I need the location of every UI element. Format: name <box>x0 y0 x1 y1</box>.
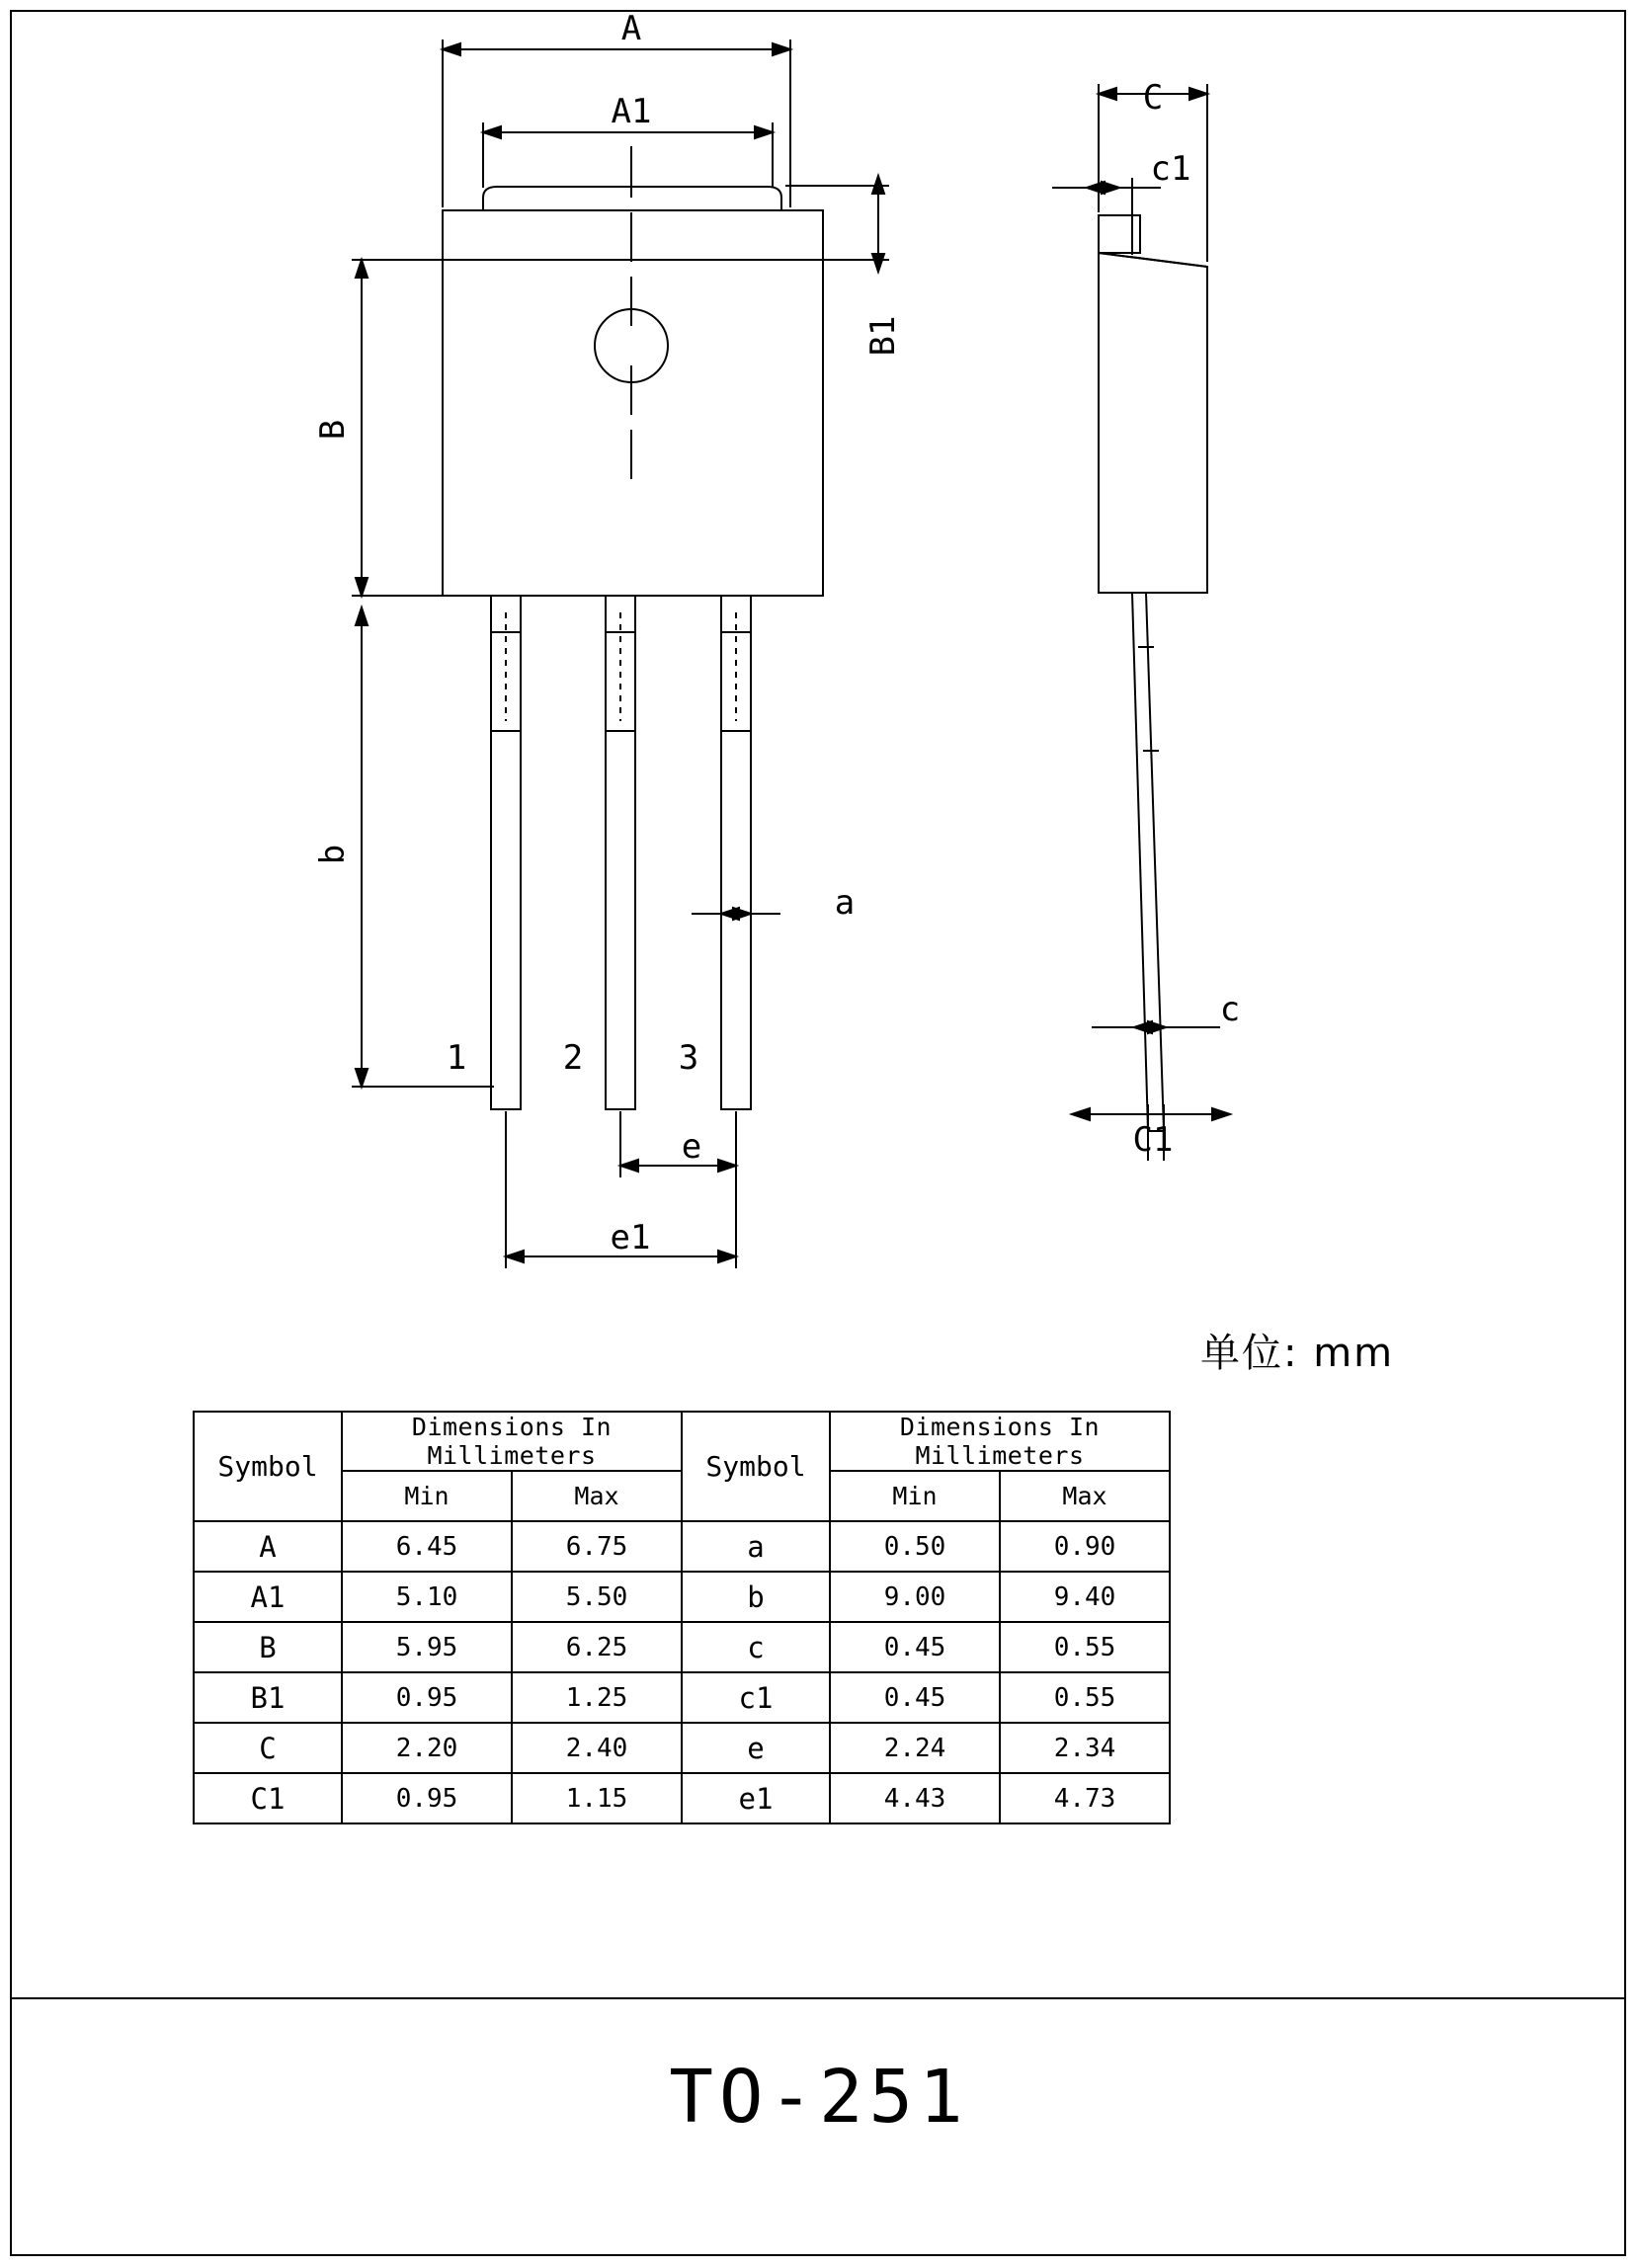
symbol-right: c <box>682 1622 830 1672</box>
dimension-table <box>193 1411 1171 1824</box>
title-block-divider <box>12 1997 1624 1999</box>
symbol-right: e1 <box>682 1773 830 1823</box>
header-max-right: Max <box>1000 1471 1170 1521</box>
tab-side <box>1099 215 1140 253</box>
lead-1-notch <box>491 632 521 731</box>
dim-e1-arrow-right <box>718 1251 736 1262</box>
header-span-right: Dimensions In Millimeters <box>830 1412 1170 1471</box>
min-left: 6.45 <box>342 1521 512 1572</box>
dim-e-arrow-left <box>620 1160 638 1172</box>
dim-b-arrow-top <box>356 608 368 625</box>
max-left: 6.25 <box>512 1622 682 1672</box>
min-left: 0.95 <box>342 1672 512 1723</box>
label-A1: A1 <box>611 92 652 131</box>
symbol-right: c1 <box>682 1672 830 1723</box>
unit-note: 单位: mm <box>1200 1331 1395 1376</box>
dim-c1-arrow-right <box>1102 182 1119 194</box>
dim-A-arrow-right <box>773 43 790 55</box>
table-row <box>194 1672 1170 1723</box>
flange-bar-front <box>443 210 823 260</box>
symbol-left: C <box>194 1723 342 1773</box>
lead-2-notch <box>606 632 635 731</box>
lead-3-notch <box>721 632 751 731</box>
symbol-left: A1 <box>194 1572 342 1622</box>
label-C1: C1 <box>1132 1120 1174 1160</box>
dim-B1-arrow-bottom <box>872 254 884 272</box>
table-row <box>194 1622 1170 1672</box>
label-a: a <box>834 883 856 923</box>
dim-a-arrow-right <box>733 908 751 920</box>
max-left: 6.75 <box>512 1521 682 1572</box>
max-left: 5.50 <box>512 1572 682 1622</box>
label-A: A <box>620 9 642 48</box>
dim-e-arrow-right <box>718 1160 736 1172</box>
label-B1: B1 <box>863 315 903 357</box>
table-row <box>194 1572 1170 1622</box>
max-right: 9.40 <box>1000 1572 1170 1622</box>
label-C: C <box>1142 78 1164 118</box>
label-e1: e1 <box>610 1218 651 1257</box>
dim-C1-arrow-left <box>1072 1108 1090 1120</box>
min-right: 0.45 <box>830 1672 1000 1723</box>
dim-B-arrow-bottom <box>356 578 368 596</box>
min-right: 2.24 <box>830 1723 1000 1773</box>
max-left: 2.40 <box>512 1723 682 1773</box>
dim-C-arrow-right <box>1189 88 1207 100</box>
table-row <box>194 1723 1170 1773</box>
header-symbol-left: Symbol <box>194 1412 342 1521</box>
min-left: 2.20 <box>342 1723 512 1773</box>
min-left: 5.10 <box>342 1572 512 1622</box>
symbol-left: B1 <box>194 1672 342 1723</box>
min-right: 0.45 <box>830 1622 1000 1672</box>
header-min-right: Min <box>830 1471 1000 1521</box>
symbol-right: a <box>682 1521 830 1572</box>
header-max-left: Max <box>512 1471 682 1521</box>
label-e: e <box>681 1127 702 1167</box>
min-right: 0.50 <box>830 1521 1000 1572</box>
dim-C-arrow-left <box>1099 88 1116 100</box>
pin-number-1: 1 <box>446 1038 467 1078</box>
dim-b-arrow-bottom <box>356 1069 368 1087</box>
label-c1: c1 <box>1150 149 1191 189</box>
label-c: c <box>1219 990 1241 1029</box>
pin-number-2: 2 <box>562 1038 584 1078</box>
dim-A-arrow-left <box>443 43 460 55</box>
dim-e1-arrow-left <box>506 1251 524 1262</box>
label-B: B <box>313 419 353 441</box>
symbol-left: C1 <box>194 1773 342 1823</box>
max-right: 2.34 <box>1000 1723 1170 1773</box>
table-header-row-1 <box>194 1412 1170 1471</box>
table-row <box>194 1521 1170 1572</box>
min-left: 5.95 <box>342 1622 512 1672</box>
symbol-left: B <box>194 1622 342 1672</box>
max-right: 0.55 <box>1000 1672 1170 1723</box>
body-side-taper <box>1099 253 1207 267</box>
min-right: 9.00 <box>830 1572 1000 1622</box>
max-left: 1.15 <box>512 1773 682 1823</box>
pin-number-3: 3 <box>678 1038 699 1078</box>
lead-side <box>1132 593 1164 1131</box>
body-side <box>1099 253 1207 593</box>
package-title: TO-251 <box>669 2055 969 2140</box>
symbol-right: b <box>682 1572 830 1622</box>
header-min-left: Min <box>342 1471 512 1521</box>
dim-A1-arrow-right <box>755 126 773 138</box>
max-left: 1.25 <box>512 1672 682 1723</box>
symbol-right: e <box>682 1723 830 1773</box>
max-right: 0.55 <box>1000 1622 1170 1672</box>
dim-B-arrow-top <box>356 260 368 278</box>
table-row <box>194 1773 1170 1823</box>
dim-c-arrow-right <box>1148 1021 1166 1033</box>
min-left: 0.95 <box>342 1773 512 1823</box>
label-b: b <box>313 844 353 865</box>
dim-C1-arrow-right <box>1212 1108 1230 1120</box>
min-right: 4.43 <box>830 1773 1000 1823</box>
dim-A1-arrow-left <box>483 126 501 138</box>
header-symbol-right: Symbol <box>682 1412 830 1521</box>
header-span-left: Dimensions In Millimeters <box>342 1412 682 1471</box>
max-right: 4.73 <box>1000 1773 1170 1823</box>
max-right: 0.90 <box>1000 1521 1170 1572</box>
symbol-left: A <box>194 1521 342 1572</box>
